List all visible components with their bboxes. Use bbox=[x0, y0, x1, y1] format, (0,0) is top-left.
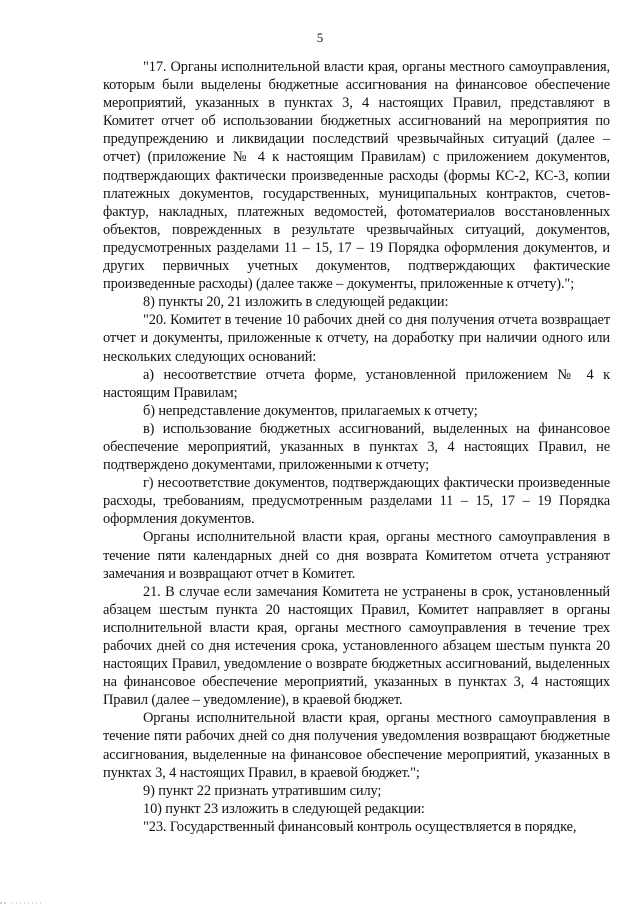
paragraph-item-10: 10) пункт 23 изложить в следующей редакции: bbox=[143, 800, 425, 817]
document-body bbox=[103, 58, 610, 836]
paragraph-20-a: а) несоответствие отчета форме, установленной приложением № 4 к настоящим Правилам; bbox=[103, 366, 610, 401]
paragraph-21: 21. В случае если замечания Комитета не устранены в срок, установленный абзацем шестым пункта 20 настоящих Правил, Комитет направляет в органы исполнительной власти края, органы местного самоуправления в течение трех рабочих дней со дня истечения срока, установленного абзацем шестым пункта 20 настоящих Правил, уведомление о возврате бюджетных ассигнований, выделенных на финансовое обеспечение мероприятий, указанных в пунктах 3, 4 настоящих Правил (далее – уведомление), в краевой бюджет. bbox=[103, 583, 610, 709]
paragraph-20-b: б) непредставление документов, прилагаемых к отчету; bbox=[143, 402, 478, 419]
paragraph-item-9: 9) пункт 22 признать утратившим силу; bbox=[143, 782, 382, 799]
scan-edge-mark bbox=[0, 899, 60, 905]
paragraph-20-v: в) использование бюджетных ассигнований, выделенных на финансовое обеспечение мероприятий, указанных в пунктах 3, 4 настоящих Правил, не подтверждено документами, приложенными к отчету; bbox=[103, 420, 610, 474]
paragraph-20-g: г) несоответствие документов, подтверждающих фактически произведенные расходы, требованиям, предусмотренным разделами 11 – 15, 17 – 19 Порядка оформления документов. bbox=[103, 475, 610, 528]
paragraph-23: "23. Государственный финансовый контроль осуществляется в порядке, bbox=[143, 818, 577, 835]
paragraph-20: "20. Комитет в течение 10 рабочих дней со дня получения отчета возвращает отчет и документы, приложенные к отчету, на доработку при наличии одного или нескольких следующих оснований: bbox=[103, 312, 610, 365]
paragraph-20-closing: Органы исполнительной власти края, органы местного самоуправления в течение пяти календарных дней со дня возврата Комитетом отчета устраняют замечания и возвращают отчет в Комитет. bbox=[103, 529, 610, 582]
page-number: 5 bbox=[316, 30, 324, 45]
paragraph-item-8: 8) пункты 20, 21 изложить в следующей редакции: bbox=[143, 294, 449, 311]
paragraph-17: "17. Органы исполнительной власти края, органы местного самоуправления, которым были выделены бюджетные ассигнования на финансовое обеспечение мероприятий, указанных в пунктах 3, 4 настоящих Правил, представляют в Комитет отчет об использовании бюджетных ассигнований на мероприятия по предупреждению и ликвидации последствий чрезвычайных ситуаций (далее – отчет) (приложение № 4 к настоящим Правилам) с приложением документов, подтверждающих фактически произведенные расходы (формы КС-2, КС-3, копии платежных документов, государственных, муниципальных контрактов, счетов-фактур, накладных, платежных ведомостей, фотоматериалов восстановленных объектов, поврежденных в результате чрезвычайных ситуаций, документов, предусмотренных разделами 11 – 15, 17 – 19 Порядка оформления документов, и других первичных учетных документов, подтверждающих фактические произведенные расходы) (далее также – документы, приложенные к отчету)."; bbox=[103, 59, 610, 293]
paragraph-21-closing: Органы исполнительной власти края, органы местного самоуправления в течение пяти рабочих дней со дня получения уведомления возвращают бюджетные ассигнования, выделенные на финансовое обеспечение мероприятий, указанных в пунктах 3, 4 настоящих Правил, в краевой бюджет."; bbox=[103, 710, 610, 781]
